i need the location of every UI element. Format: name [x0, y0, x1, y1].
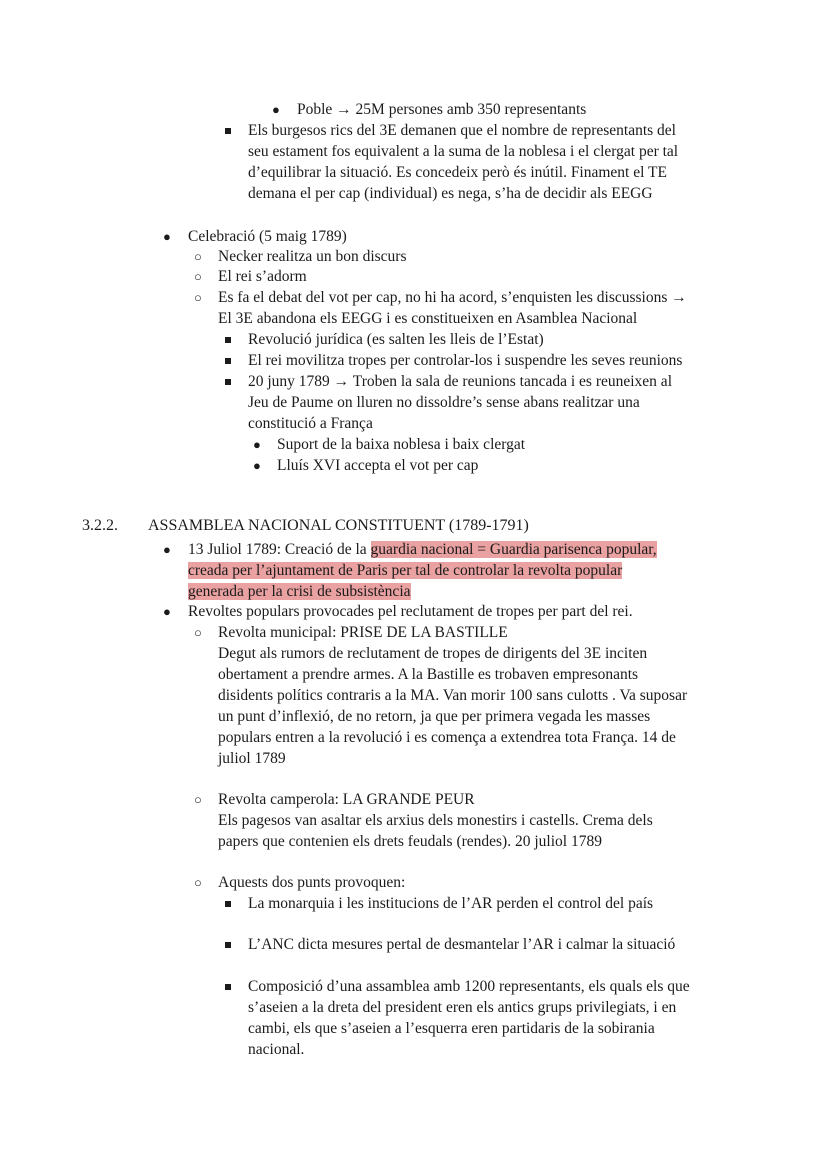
municipal-line-1: Degut als rumors de reclutament de tropes de dirigents del 3E inciten [218, 645, 648, 662]
municipal-line-2: obertament a prendre armes. A la Bastille es trobaven empresonants [218, 666, 639, 683]
municipal-title: Revolta municipal: PRISE DE LA BASTILLE [218, 624, 508, 641]
bullet-square-icon [225, 128, 231, 134]
burgesos-line-1: Els burgesos rics del 3E demanen que el nombre de representants del [248, 122, 676, 139]
bullet-square-icon [225, 379, 231, 385]
bullet-square-icon [225, 901, 231, 907]
juliol13-line-1 [188, 539, 657, 560]
bullet-disc-icon: ● [163, 604, 171, 619]
juliol13-line-3 [188, 581, 411, 602]
burgesos-line-2: seu estament fos equivalent a la suma de la noblesa i el clergat per tal [248, 143, 679, 160]
necker-text: Necker realitza un bon discurs [218, 248, 407, 265]
monarquia-text: La monarquia i les institucions de l’AR perden el control del país [248, 895, 654, 912]
municipal-line-5: populars entren a la revolució i es comença a extendrea tota França. 14 de [218, 729, 676, 746]
juliol13-line-2 [188, 560, 622, 581]
bullet-square-icon [225, 337, 231, 343]
juliol13-prefix: 13 Juliol 1789: Creació de la [188, 541, 371, 558]
bullet-circle-icon: ○ [194, 625, 202, 640]
bullet-disc-icon: ● [253, 458, 261, 473]
highlight-creada-ajuntament: creada per l’ajuntament de Paris per tal de controlar la revolta popular [188, 562, 623, 579]
revolucio-juridica-text: Revolució jurídica (es salten les lleis de l’Estat) [248, 331, 544, 348]
section-number: 3.2.2. [82, 517, 118, 534]
camperola-line-1: Els pagesos van asaltar els arxius dels monestirs i castells. Crema dels [218, 812, 653, 829]
bullet-disc-icon: ● [163, 542, 171, 557]
composicio-line-4: nacional. [248, 1041, 305, 1058]
lluis-text: Lluís XVI accepta el vot per cap [277, 457, 479, 474]
bullet-circle-icon: ○ [194, 792, 202, 807]
composicio-line-1: Composició d’una assamblea amb 1200 representants, els quals els que [248, 978, 690, 995]
highlight-crisi-subsistencia: generada per la crisi de subsistència [188, 583, 411, 600]
poble-text: Poble → 25M persones amb 350 representants [297, 101, 587, 118]
anc-text: L’ANC dicta mesures pertal de desmantelar l’AR i calmar la situació [248, 936, 676, 953]
highlight-guardia-nacional: guardia nacional = Guardia parisenca popular, [370, 541, 657, 558]
bullet-square-icon [225, 358, 231, 364]
bullet-disc-icon: ● [253, 437, 261, 452]
rei-tropes-text: El rei movilitza tropes per controlar-los i suspendre les seves reunions [248, 352, 683, 369]
celebracio-heading: Celebració (5 maig 1789) [188, 228, 347, 245]
bullet-circle-icon: ○ [194, 875, 202, 890]
bullet-square-icon [225, 984, 231, 990]
composicio-line-3: cambi, els que s’aseien a l’esquerra eren partidaris de la sobirania [248, 1020, 655, 1037]
bullet-square-icon [225, 942, 231, 948]
suport-text: Suport de la baixa noblesa i baix clergat [277, 436, 526, 453]
bullet-disc-icon: ● [163, 229, 171, 244]
bullet-circle-icon: ○ [194, 269, 202, 284]
bullet-disc-icon: ● [272, 102, 280, 117]
burgesos-line-3: d’equilibrar la situació. Es concedeix però és inútil. Finament el TE [248, 164, 667, 181]
juny-line-1: 20 juny 1789 → Troben la sala de reunions tancada i es reuneixen al [248, 373, 672, 390]
municipal-line-3: disidents polítics contraris a la MA. Van morir 100 sans culotts . Va suposar [218, 687, 688, 704]
debat-line-1: Es fa el debat del vot per cap, no hi ha acord, s’enquisten les discussions → [218, 289, 687, 306]
rei-adorm-text: El rei s’adorm [218, 268, 307, 285]
camperola-line-2: papers que contenien els drets feudals (rendes). 20 juliol 1789 [218, 833, 602, 850]
section-title: ASSAMBLEA NACIONAL CONSTITUENT (1789-1791) [148, 517, 529, 534]
bullet-circle-icon: ○ [194, 249, 202, 264]
composicio-line-2: s’aseien a la dreta del president eren els antics grups privilegiats, i en [248, 999, 677, 1016]
burgesos-line-4: demana el per cap (individual) es nega, s’ha de decidir als EEGG [248, 185, 653, 202]
juny-line-2: Jeu de Paume on lluren no dissoldre’s sense abans realitzar una [248, 394, 640, 411]
bullet-circle-icon: ○ [194, 290, 202, 305]
municipal-line-6: juliol 1789 [218, 750, 286, 767]
juny-line-3: constitució a França [248, 415, 373, 432]
debat-line-2: El 3E abandona els EEGG i es constitueixen en Asamblea Nacional [218, 310, 638, 327]
camperola-title: Revolta camperola: LA GRANDE PEUR [218, 791, 475, 808]
aquests-text: Aquests dos punts provoquen: [218, 874, 406, 891]
revoltes-text: Revoltes populars provocades pel reclutament de tropes per part del rei. [188, 603, 633, 620]
municipal-line-4: un punt d’inflexió, de no retorn, ja que per primera vegada les masses [218, 708, 651, 725]
